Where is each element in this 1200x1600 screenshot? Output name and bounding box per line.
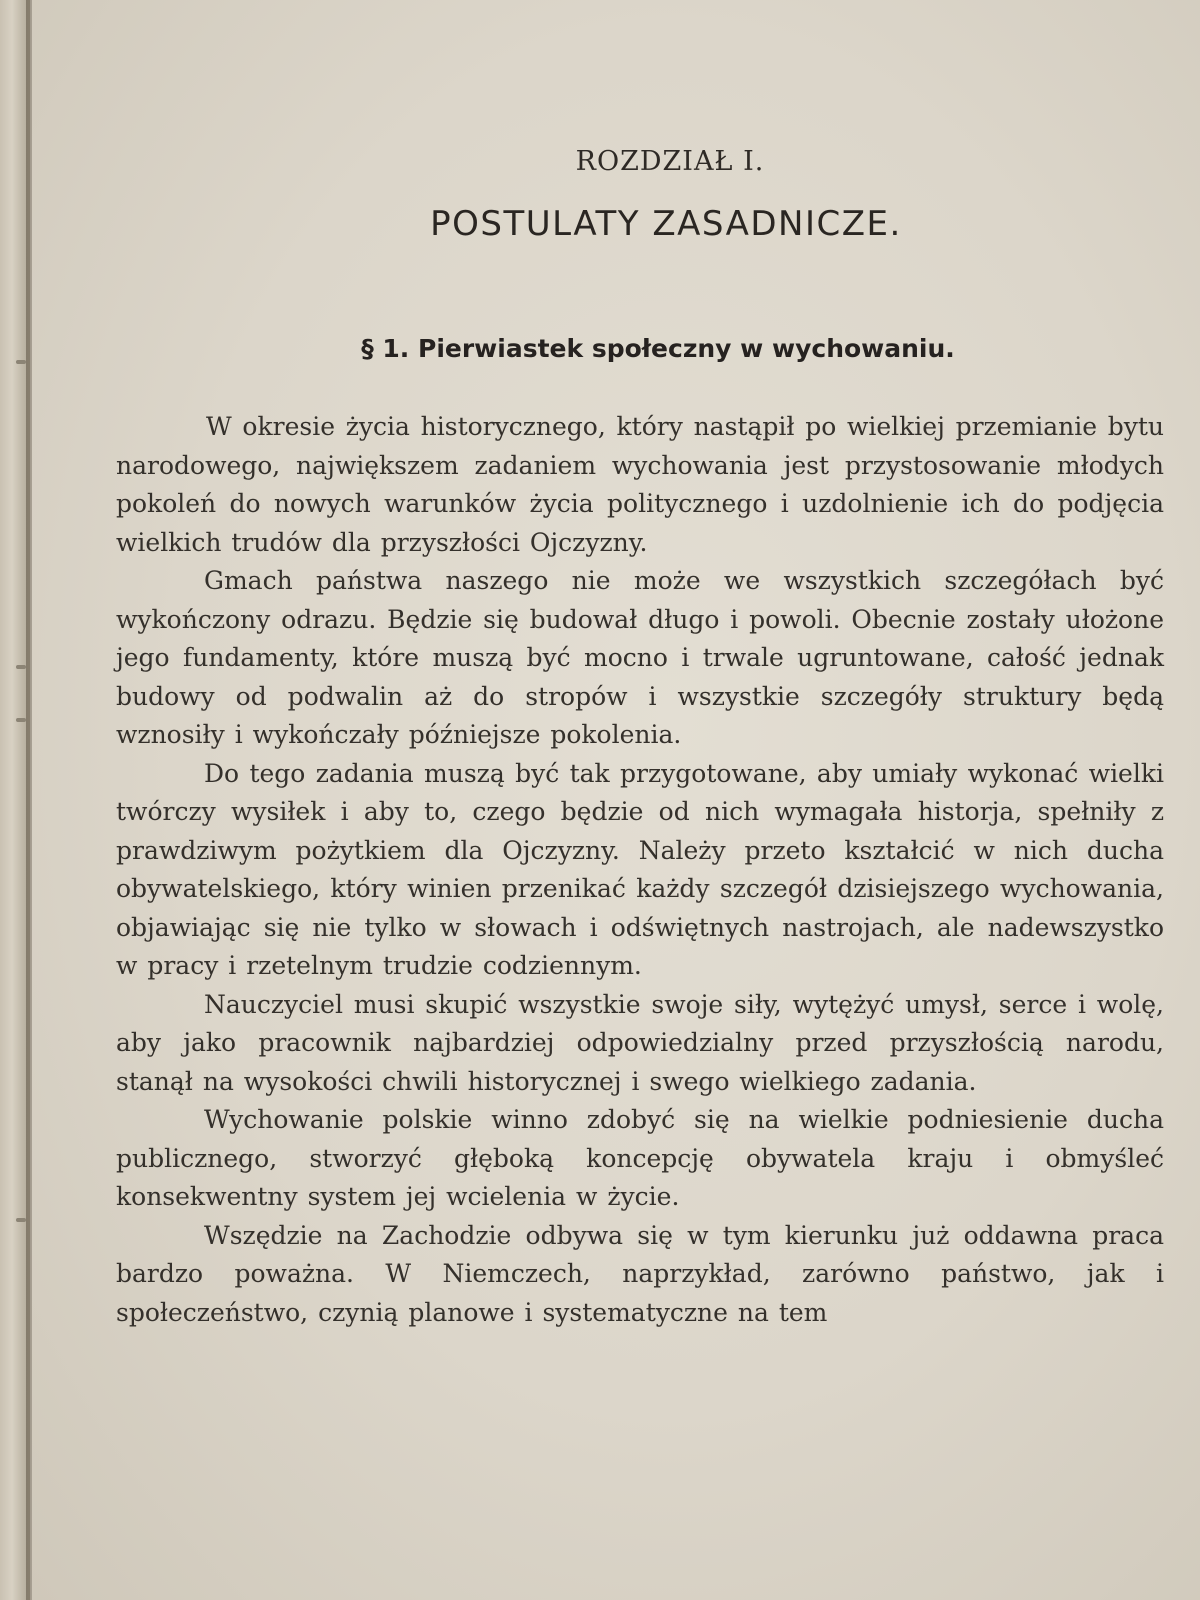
- paragraph: Do tego zadania muszą być tak przygotowane, aby umiały wykonać wielki twórczy wysiłek i aby to, czego będzie od nich wymagała historja, spełniły z prawdziwym pożytkiem dla Ojczyzny. Należy przeto kształcić w nich ducha obywatelskiego, który winien przenikać każdy szczegół dzisiejszego wychowania, objawiając się nie tylko w słowach i odświętnych nastrojach, ale nadewszystko w pracy i rzetelnym trudzie codziennym.: [116, 758, 1164, 980]
- book-page: [32, 0, 1200, 1600]
- section-heading: § 1. Pierwiastek społeczny w wychowaniu.: [361, 334, 955, 363]
- paragraph: Wszędzie na Zachodzie odbywa się w tym kierunku już oddawna praca bardzo poważna. W Niemczech, naprzykład, zarówno państwo, jak i społeczeństwo, czynią planowe i systematyczne na tem: [116, 1220, 1164, 1327]
- binding-stitch: [16, 718, 26, 722]
- paragraph: W okresie życia historycznego, który nastąpił po wielkiej przemianie bytu narodowego, największem zadaniem wychowania jest przystosowanie młodych pokoleń do nowych warunków życia politycznego i uzdolnienie ich do podjęcia wielkich trudów dla przyszłości Ojczyzny.: [116, 412, 1164, 557]
- paragraph: Nauczyciel musi skupić wszystkie swoje siły, wytężyć umysł, serce i wolę, aby jako pracownik najbardziej odpowiedzialny przed przyszłością narodu, stanął na wysokości chwili historycznej i swego wielkiego zadania.: [116, 989, 1164, 1096]
- binding-stitch: [16, 1218, 26, 1222]
- chapter-label: ROZDZIAŁ I.: [575, 146, 765, 177]
- body-text: [116, 408, 1164, 1332]
- binding-stitch: [16, 665, 26, 669]
- binding-stitch: [16, 360, 26, 364]
- paragraph: Wychowanie polskie winno zdobyć się na wielkie podniesienie ducha publicznego, stworzyć głęboką koncepcję obywatela kraju i obmyśleć konsekwentny system jej wcielenia w życie.: [116, 1105, 1164, 1211]
- chapter-title: POSTULATY ZASADNICZE.: [430, 204, 902, 244]
- paragraph: Gmach państwa naszego nie może we wszystkich szczegółach być wykończony odrazu. Będzie się budował długo i powoli. Obecnie zostały ułożone jego fundamenty, które muszą być mocno i trwale ugruntowane, całość jednak budowy od podwalin aż do stropów i wszystkie szczegóły struktury będą wznosiły i wykończały późniejsze pokolenia.: [116, 566, 1164, 749]
